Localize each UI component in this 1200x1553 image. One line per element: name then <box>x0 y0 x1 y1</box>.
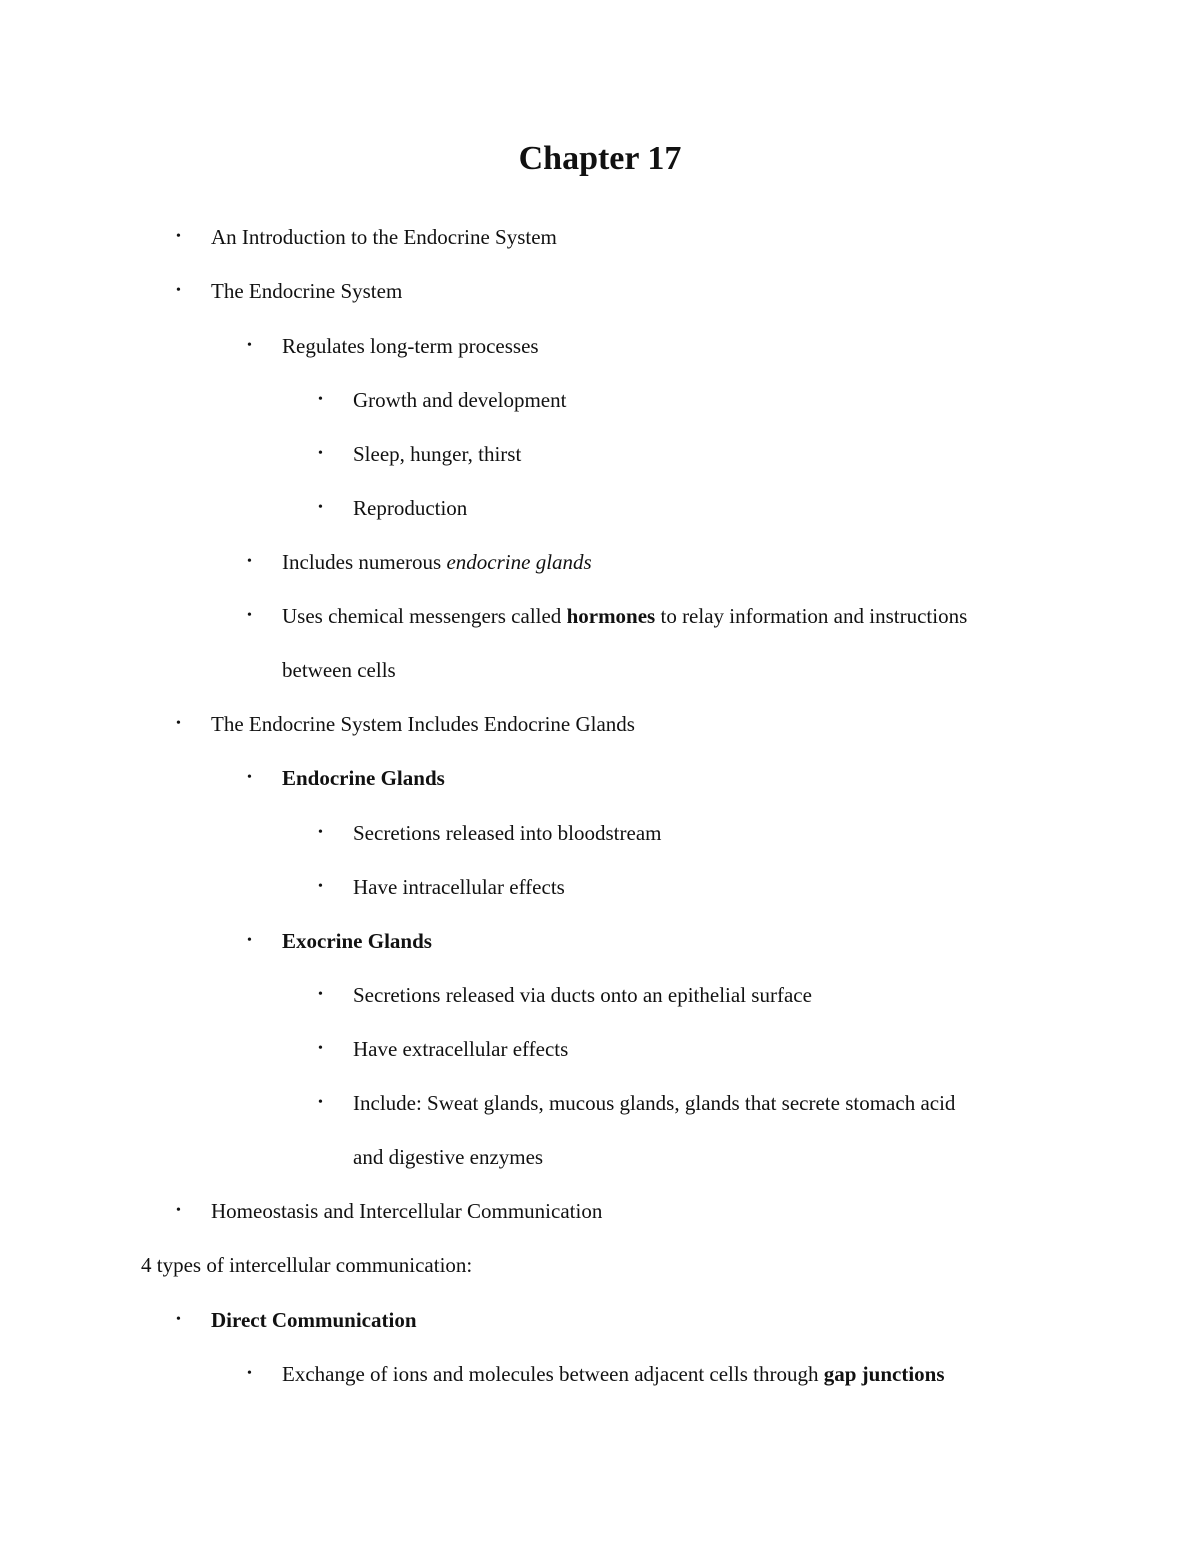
list-item: Homeostasis and Intercellular Communication <box>211 1199 603 1223</box>
bullet-icon: • <box>176 716 181 731</box>
list-item-text: to relay information and instructions <box>655 604 968 628</box>
list-item <box>282 1360 945 1388</box>
list-item: Secretions released into bloodstream <box>353 821 662 845</box>
bullet-icon: • <box>318 392 323 407</box>
bullet-icon: • <box>176 229 181 244</box>
chapter-title: Chapter 17 <box>518 140 682 177</box>
list-item: The Endocrine System <box>211 279 403 303</box>
list-item: Regulates long-term processes <box>282 334 539 358</box>
bullet-icon: • <box>318 879 323 894</box>
list-item <box>282 602 967 630</box>
bullet-icon: • <box>247 338 252 353</box>
list-item: An Introduction to the Endocrine System <box>211 225 557 249</box>
list-item-continuation: and digestive enzymes <box>353 1145 544 1169</box>
list-item <box>282 548 592 576</box>
bullet-icon: • <box>318 500 323 515</box>
bullet-icon: • <box>247 1366 252 1381</box>
list-item: Have extracellular effects <box>353 1037 569 1061</box>
list-item: Include: Sweat glands, mucous glands, glands that secrete stomach acid <box>353 1091 956 1115</box>
list-item-continuation: between cells <box>282 658 396 682</box>
list-item: Reproduction <box>353 496 468 520</box>
list-item-text: Uses chemical messengers called <box>282 604 567 628</box>
list-item-heading: Endocrine Glands <box>282 766 445 790</box>
list-item: Growth and development <box>353 388 567 412</box>
list-item: The Endocrine System Includes Endocrine Glands <box>211 712 635 736</box>
bullet-icon: • <box>176 1312 181 1327</box>
bullet-icon: • <box>318 987 323 1002</box>
list-item-heading: Direct Communication <box>211 1308 417 1332</box>
emphasis-term: endocrine glands <box>446 550 592 574</box>
bullet-icon: • <box>247 933 252 948</box>
bullet-icon: • <box>176 283 181 298</box>
bullet-icon: • <box>176 1203 181 1218</box>
bullet-icon: • <box>318 825 323 840</box>
list-item-text: Includes numerous <box>282 550 447 574</box>
list-item: Have intracellular effects <box>353 875 565 899</box>
bullet-icon: • <box>247 608 252 623</box>
key-term: hormones <box>566 604 656 628</box>
list-item-heading: Exocrine Glands <box>282 929 432 953</box>
bullet-icon: • <box>247 554 252 569</box>
bullet-icon: • <box>247 770 252 785</box>
bullet-icon: • <box>318 1041 323 1056</box>
list-item: Sleep, hunger, thirst <box>353 442 522 466</box>
paragraph: 4 types of intercellular communication: <box>141 1253 473 1277</box>
key-term: gap junctions <box>823 1362 945 1386</box>
list-item-text: Exchange of ions and molecules between adjacent cells through <box>282 1362 824 1386</box>
bullet-icon: • <box>318 1095 323 1110</box>
list-item: Secretions released via ducts onto an epithelial surface <box>353 983 812 1007</box>
bullet-icon: • <box>318 446 323 461</box>
